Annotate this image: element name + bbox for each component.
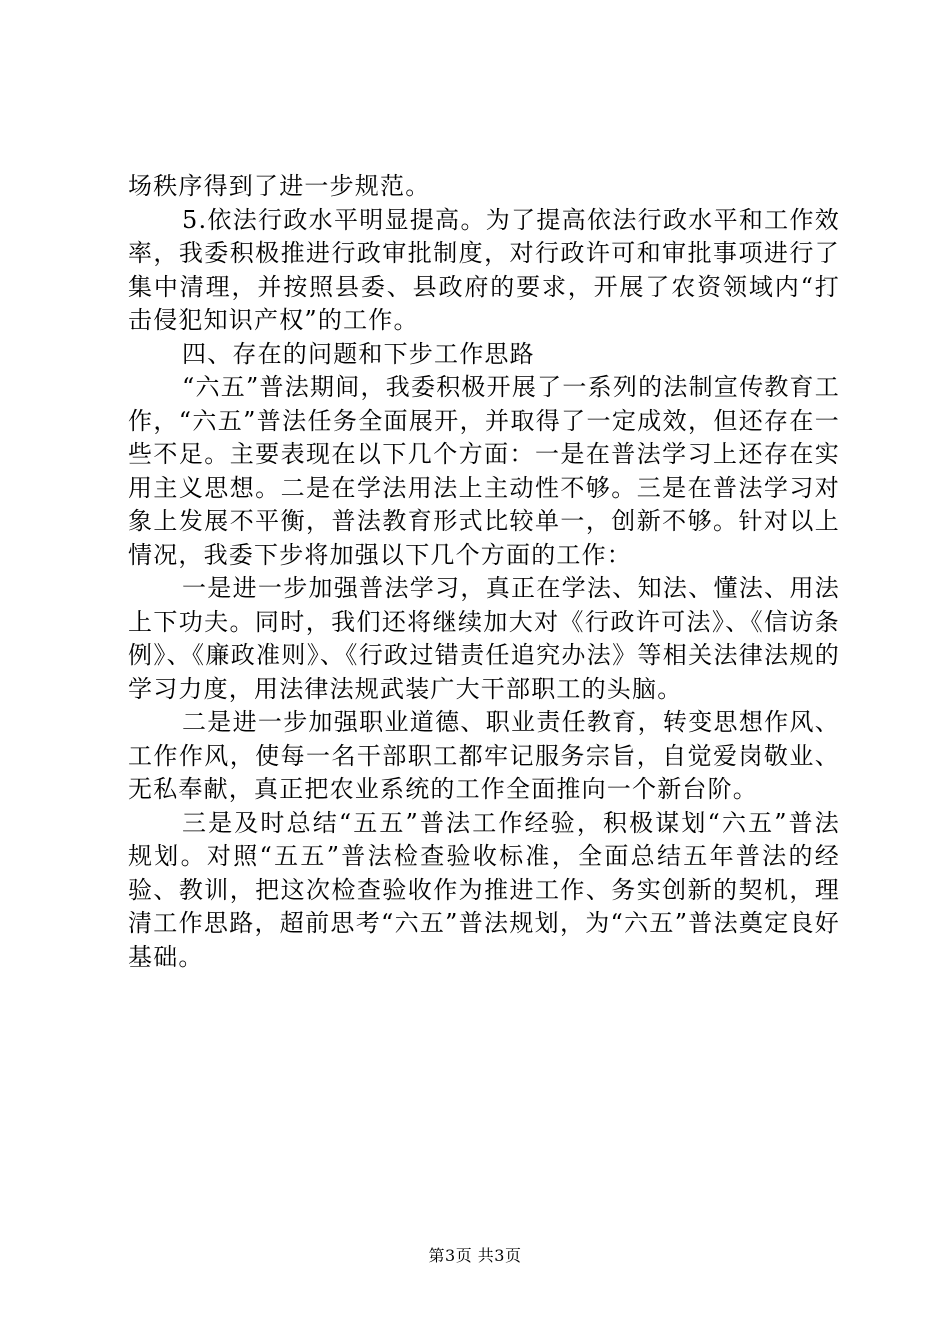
paragraph-measure-2: 二是进一步加强职业道德、职业责任教育，转变思想作风、工作作风，使每一名干部职工都牢记服务宗旨，自觉爱岗敬业、无私奉献，真正把农业系统的工作全面推向一个新台阶。	[128, 708, 840, 803]
page-number: 第3页 共3页	[428, 1246, 522, 1265]
paragraph-measure-3: 三是及时总结“五五”普法工作经验，积极谋划“六五”普法规划。对照“五五”普法检查验收标准，全面总结五年普法的经验、教训，把这次检查验收作为推进工作、务实创新的契机，理清工作思路，超前思考“六五”普法规划，为“六五”普法奠定良好基础。	[128, 808, 840, 971]
paragraph-point-5: 5.依法行政水平明显提高。为了提高依法行政水平和工作效率，我委积极推进行政审批制度，对行政许可和审批事项进行了集中清理，并按照县委、县政府的要求，开展了农资领域内“打击侵犯知识产权”的工作。	[128, 205, 840, 334]
paragraph-summary: “六五”普法期间，我委积极开展了一系列的法制宣传教育工作，“六五”普法任务全面展开，并取得了一定成效，但还存在一些不足。主要表现在以下几个方面：一是在普法学习上还存在实用主义思想。二是在学法用法上主动性不够。三是在普法学习对象上发展不平衡，普法教育形式比较单一，创新不够。针对以上情况，我委下步将加强以下几个方面的工作：	[128, 373, 840, 569]
paragraph-measure-1: 一是进一步加强普法学习，真正在学法、知法、懂法、用法上下功夫。同时，我们还将继续加大对《行政许可法》、《信访条例》、《廉政准则》、《行政过错责任追究办法》等相关法律法规的学习力度，用法律法规武装广大干部职工的头脑。	[128, 574, 840, 703]
page-footer	[0, 1243, 950, 1266]
document-body	[128, 170, 840, 974]
paragraph-continuation: 场秩序得到了进一步规范。	[128, 172, 431, 200]
section-heading: 四、存在的问题和下步工作思路	[182, 339, 535, 368]
